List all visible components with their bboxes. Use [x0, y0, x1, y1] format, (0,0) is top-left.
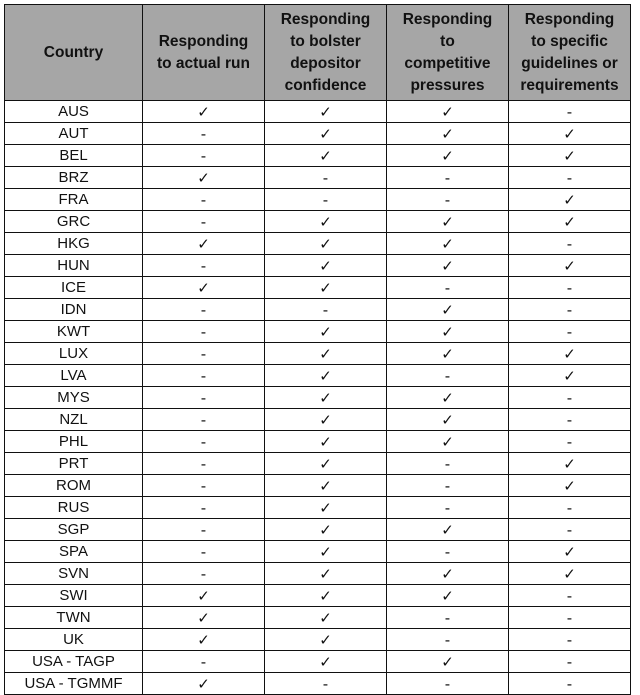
guidelines-cell: - — [509, 233, 631, 255]
country-cell: SVN — [5, 563, 143, 585]
country-cell: SPA — [5, 541, 143, 563]
table-row — [5, 167, 631, 189]
competitive-pressures-cell: ✓ — [387, 409, 509, 431]
reasons-table — [4, 4, 631, 695]
actual-run-cell: - — [143, 497, 265, 519]
actual-run-cell: ✓ — [143, 233, 265, 255]
table-row — [5, 607, 631, 629]
country-cell: AUS — [5, 101, 143, 123]
country-cell: LVA — [5, 365, 143, 387]
actual-run-cell: - — [143, 651, 265, 673]
actual-run-cell: - — [143, 211, 265, 233]
table-row — [5, 409, 631, 431]
actual-run-cell: - — [143, 145, 265, 167]
competitive-pressures-cell: - — [387, 365, 509, 387]
depositor-confidence-cell: ✓ — [265, 277, 387, 299]
competitive-pressures-cell: ✓ — [387, 299, 509, 321]
country-cell: UK — [5, 629, 143, 651]
table-row — [5, 585, 631, 607]
guidelines-cell: ✓ — [509, 453, 631, 475]
competitive-pressures-cell: - — [387, 541, 509, 563]
guidelines-cell: - — [509, 409, 631, 431]
actual-run-cell: - — [143, 189, 265, 211]
guidelines-cell: ✓ — [509, 189, 631, 211]
guidelines-cell: - — [509, 519, 631, 541]
actual-run-cell: - — [143, 343, 265, 365]
depositor-confidence-cell: ✓ — [265, 409, 387, 431]
guidelines-cell: - — [509, 497, 631, 519]
depositor-confidence-cell: ✓ — [265, 563, 387, 585]
guidelines-cell: - — [509, 629, 631, 651]
table-row — [5, 321, 631, 343]
actual-run-cell: - — [143, 299, 265, 321]
competitive-pressures-cell: - — [387, 453, 509, 475]
country-cell: TWN — [5, 607, 143, 629]
country-cell: PHL — [5, 431, 143, 453]
depositor-confidence-cell: - — [265, 167, 387, 189]
table-row — [5, 629, 631, 651]
depositor-confidence-cell: ✓ — [265, 343, 387, 365]
competitive-pressures-cell: - — [387, 497, 509, 519]
actual-run-cell: ✓ — [143, 629, 265, 651]
guidelines-cell: ✓ — [509, 123, 631, 145]
header-row — [5, 5, 631, 101]
country-cell: PRT — [5, 453, 143, 475]
competitive-pressures-cell: - — [387, 673, 509, 695]
table-row — [5, 497, 631, 519]
competitive-pressures-cell: - — [387, 189, 509, 211]
depositor-confidence-cell: ✓ — [265, 651, 387, 673]
table-row — [5, 211, 631, 233]
competitive-pressures-cell: - — [387, 277, 509, 299]
country-cell: SWI — [5, 585, 143, 607]
depositor-confidence-cell: ✓ — [265, 233, 387, 255]
country-cell: HUN — [5, 255, 143, 277]
table-row — [5, 255, 631, 277]
actual-run-cell: ✓ — [143, 585, 265, 607]
depositor-confidence-cell: ✓ — [265, 365, 387, 387]
country-cell: BEL — [5, 145, 143, 167]
depositor-confidence-cell: - — [265, 673, 387, 695]
table-row — [5, 145, 631, 167]
country-cell: KWT — [5, 321, 143, 343]
guidelines-cell: - — [509, 387, 631, 409]
depositor-confidence-cell: ✓ — [265, 585, 387, 607]
depositor-confidence-cell: ✓ — [265, 519, 387, 541]
guidelines-cell: ✓ — [509, 563, 631, 585]
country-cell: AUT — [5, 123, 143, 145]
country-cell: ICE — [5, 277, 143, 299]
header-country: Country — [5, 5, 143, 101]
header-depositor-confidence: Responding to bolster depositor confidence — [265, 5, 387, 101]
table-row — [5, 673, 631, 695]
table-row — [5, 101, 631, 123]
depositor-confidence-cell: - — [265, 299, 387, 321]
header-actual-run: Responding to actual run — [143, 5, 265, 101]
table-row — [5, 387, 631, 409]
country-cell: ROM — [5, 475, 143, 497]
depositor-confidence-cell: ✓ — [265, 145, 387, 167]
actual-run-cell: ✓ — [143, 607, 265, 629]
actual-run-cell: ✓ — [143, 167, 265, 189]
depositor-confidence-cell: ✓ — [265, 123, 387, 145]
actual-run-cell: - — [143, 321, 265, 343]
guidelines-cell: ✓ — [509, 365, 631, 387]
actual-run-cell: - — [143, 431, 265, 453]
guidelines-cell: ✓ — [509, 541, 631, 563]
depositor-confidence-cell: ✓ — [265, 321, 387, 343]
actual-run-cell: - — [143, 519, 265, 541]
table-row — [5, 365, 631, 387]
table-row — [5, 453, 631, 475]
depositor-confidence-cell: ✓ — [265, 541, 387, 563]
guidelines-cell: - — [509, 299, 631, 321]
depositor-confidence-cell: ✓ — [265, 101, 387, 123]
depositor-confidence-cell: ✓ — [265, 475, 387, 497]
actual-run-cell: - — [143, 365, 265, 387]
guidelines-cell: - — [509, 101, 631, 123]
country-cell: HKG — [5, 233, 143, 255]
guidelines-cell: - — [509, 607, 631, 629]
country-cell: SGP — [5, 519, 143, 541]
country-cell: NZL — [5, 409, 143, 431]
competitive-pressures-cell: ✓ — [387, 255, 509, 277]
competitive-pressures-cell: ✓ — [387, 101, 509, 123]
competitive-pressures-cell: - — [387, 629, 509, 651]
country-cell: USA - TGMMF — [5, 673, 143, 695]
actual-run-cell: - — [143, 387, 265, 409]
table-header — [5, 5, 631, 101]
depositor-confidence-cell: ✓ — [265, 453, 387, 475]
depositor-confidence-cell: ✓ — [265, 497, 387, 519]
country-cell: IDN — [5, 299, 143, 321]
table-body — [5, 101, 631, 695]
header-competitive-pressures: Responding to competitive pressures — [387, 5, 509, 101]
guidelines-cell: ✓ — [509, 255, 631, 277]
depositor-confidence-cell: - — [265, 189, 387, 211]
competitive-pressures-cell: - — [387, 475, 509, 497]
country-cell: BRZ — [5, 167, 143, 189]
table-row — [5, 541, 631, 563]
actual-run-cell: ✓ — [143, 673, 265, 695]
guidelines-cell: ✓ — [509, 211, 631, 233]
country-cell: USA - TAGP — [5, 651, 143, 673]
actual-run-cell: - — [143, 123, 265, 145]
actual-run-cell: - — [143, 409, 265, 431]
table-row — [5, 123, 631, 145]
guidelines-cell: ✓ — [509, 145, 631, 167]
competitive-pressures-cell: ✓ — [387, 387, 509, 409]
competitive-pressures-cell: ✓ — [387, 563, 509, 585]
competitive-pressures-cell: ✓ — [387, 233, 509, 255]
table-row — [5, 431, 631, 453]
table-row — [5, 343, 631, 365]
competitive-pressures-cell: ✓ — [387, 651, 509, 673]
actual-run-cell: - — [143, 475, 265, 497]
competitive-pressures-cell: ✓ — [387, 321, 509, 343]
country-cell: MYS — [5, 387, 143, 409]
guidelines-cell: - — [509, 585, 631, 607]
country-cell: FRA — [5, 189, 143, 211]
actual-run-cell: ✓ — [143, 277, 265, 299]
competitive-pressures-cell: ✓ — [387, 145, 509, 167]
guidelines-cell: ✓ — [509, 475, 631, 497]
actual-run-cell: ✓ — [143, 101, 265, 123]
competitive-pressures-cell: - — [387, 167, 509, 189]
table-row — [5, 299, 631, 321]
depositor-confidence-cell: ✓ — [265, 629, 387, 651]
guidelines-cell: - — [509, 277, 631, 299]
table-row — [5, 233, 631, 255]
depositor-confidence-cell: ✓ — [265, 211, 387, 233]
competitive-pressures-cell: ✓ — [387, 519, 509, 541]
country-cell: RUS — [5, 497, 143, 519]
header-guidelines-requirements: Responding to specific guidelines or requirements — [509, 5, 631, 101]
competitive-pressures-cell: ✓ — [387, 585, 509, 607]
actual-run-cell: - — [143, 541, 265, 563]
table-row — [5, 189, 631, 211]
competitive-pressures-cell: ✓ — [387, 343, 509, 365]
table-row — [5, 563, 631, 585]
actual-run-cell: - — [143, 453, 265, 475]
guidelines-cell: - — [509, 651, 631, 673]
depositor-confidence-cell: ✓ — [265, 607, 387, 629]
competitive-pressures-cell: - — [387, 607, 509, 629]
actual-run-cell: - — [143, 563, 265, 585]
guidelines-cell: ✓ — [509, 343, 631, 365]
competitive-pressures-cell: ✓ — [387, 123, 509, 145]
table-row — [5, 651, 631, 673]
depositor-confidence-cell: ✓ — [265, 387, 387, 409]
depositor-confidence-cell: ✓ — [265, 431, 387, 453]
competitive-pressures-cell: ✓ — [387, 431, 509, 453]
country-cell: LUX — [5, 343, 143, 365]
table-row — [5, 277, 631, 299]
guidelines-cell: - — [509, 431, 631, 453]
actual-run-cell: - — [143, 255, 265, 277]
table-row — [5, 475, 631, 497]
competitive-pressures-cell: ✓ — [387, 211, 509, 233]
guidelines-cell: - — [509, 673, 631, 695]
guidelines-cell: - — [509, 167, 631, 189]
depositor-confidence-cell: ✓ — [265, 255, 387, 277]
country-cell: GRC — [5, 211, 143, 233]
guidelines-cell: - — [509, 321, 631, 343]
table-row — [5, 519, 631, 541]
